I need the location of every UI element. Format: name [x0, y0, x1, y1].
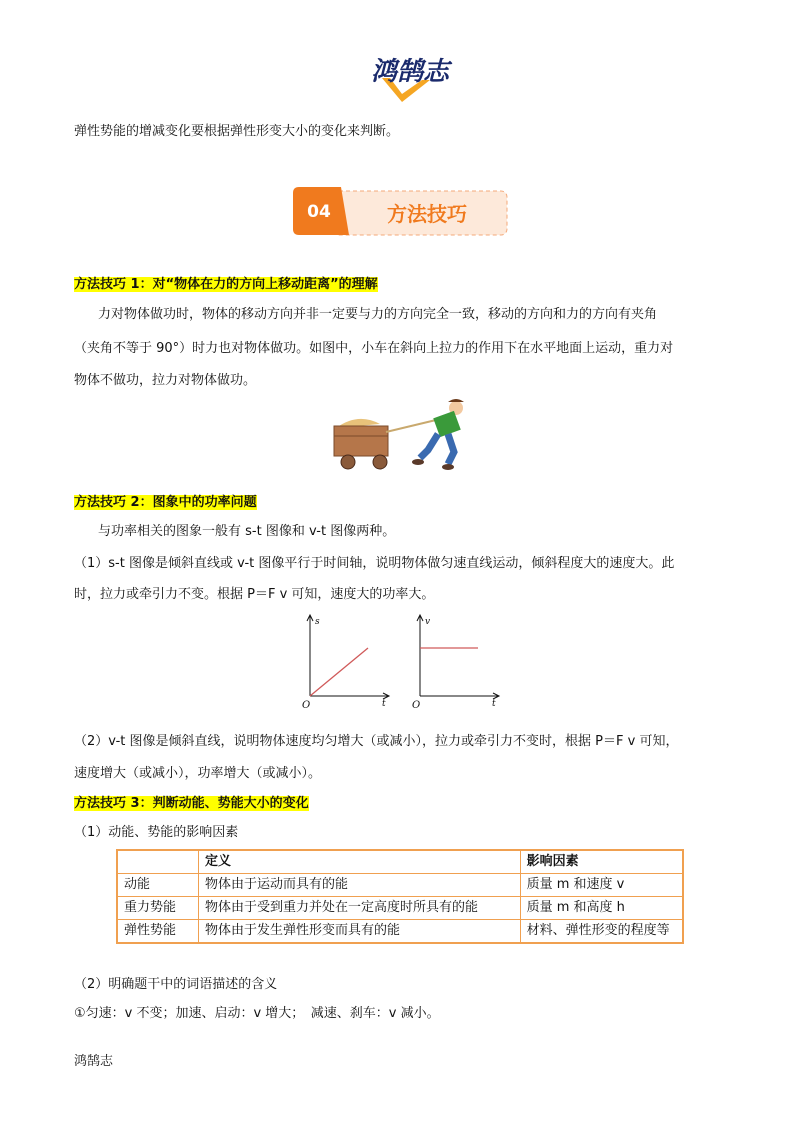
tip2-line-4: （2）v-t 图像是倾斜直线，说明物体速度均匀增大（或减小），拉力或牵引力不变时，根据 P＝F v 可知，	[74, 734, 679, 749]
cart-illustration	[328, 394, 476, 474]
tip3-sub2: （2）明确题干中的词语描述的含义	[74, 977, 278, 992]
table-cell: 弹性势能	[117, 920, 198, 944]
intro-line: 弹性势能的增减变化要根据弹性形变大小的变化来判断。	[74, 124, 400, 139]
tip3-heading: 方法技巧 3：判断动能、势能大小的变化	[74, 796, 309, 811]
tip1-line-2: （夹角不等于 90°）时力也对物体做功。如图中，小车在斜向上拉力的作用下在水平地面上运动，重力对	[74, 341, 674, 356]
origin-label: O	[302, 700, 311, 711]
table-cell: 物体由于发生弹性形变而具有的能	[198, 920, 520, 944]
tip1-line-3: 物体不做功，拉力对物体做功。	[74, 373, 257, 388]
section-badge	[289, 183, 511, 239]
tip2-line-5: 速度增大（或减小），功率增大（或减小）。	[74, 766, 322, 781]
x-axis-label: t	[492, 699, 496, 709]
table-header-cell	[117, 850, 198, 874]
logo	[352, 50, 468, 108]
tip2-line-1: 与功率相关的图象一般有 s-t 图像和 v-t 图像两种。	[98, 524, 396, 539]
series-line	[310, 648, 368, 696]
y-axis-label: s	[315, 617, 320, 627]
section-title: 方法技巧	[387, 202, 467, 226]
table-cell: 物体由于受到重力并处在一定高度时所具有的能	[198, 897, 520, 920]
table-cell: 动能	[117, 874, 198, 897]
logo-text: 鸿鹄志	[370, 57, 450, 87]
table-header-cell: 影响因素	[520, 850, 683, 874]
x-axis-label: t	[382, 699, 386, 709]
st-chart	[300, 612, 400, 712]
energy-table	[116, 849, 684, 944]
table-header-row	[117, 850, 683, 874]
table-cell: 重力势能	[117, 897, 198, 920]
table-cell: 材料、弹性形变的程度等	[520, 920, 683, 944]
origin-label: O	[412, 700, 421, 711]
tip3-sub3: ①匀速：v 不变；加速、启动：v 增大； 减速、刹车：v 减小。	[74, 1006, 440, 1021]
vt-chart	[410, 612, 510, 712]
tip2-line-2: （1）s-t 图像是倾斜直线或 v-t 图像平行于时间轴，说明物体做匀速直线运动，倾斜程度大的速度大。此	[74, 556, 675, 571]
table-cell: 质量 m 和速度 v	[520, 874, 683, 897]
section-number: 04	[307, 202, 331, 222]
tip2-line-3: 时，拉力或牵引力不变。根据 P＝F v 可知，速度大的功率大。	[74, 587, 435, 602]
table-row	[117, 897, 683, 920]
table-row	[117, 920, 683, 944]
tip2-heading: 方法技巧 2：图象中的功率问题	[74, 495, 257, 510]
table-cell: 物体由于运动而具有的能	[198, 874, 520, 897]
tip1-heading: 方法技巧 1：对“物体在力的方向上移动距离”的理解	[74, 277, 378, 292]
footer-text: 鸿鹄志	[74, 1054, 114, 1069]
table-row	[117, 874, 683, 897]
y-axis-label: v	[425, 617, 431, 627]
table-header-cell: 定义	[198, 850, 520, 874]
table-cell: 质量 m 和高度 h	[520, 897, 683, 920]
tip1-line-1: 力对物体做功时，物体的移动方向并非一定要与力的方向完全一致，移动的方向和力的方向有夹角	[98, 307, 658, 322]
tip3-sub1: （1）动能、势能的影响因素	[74, 825, 239, 840]
